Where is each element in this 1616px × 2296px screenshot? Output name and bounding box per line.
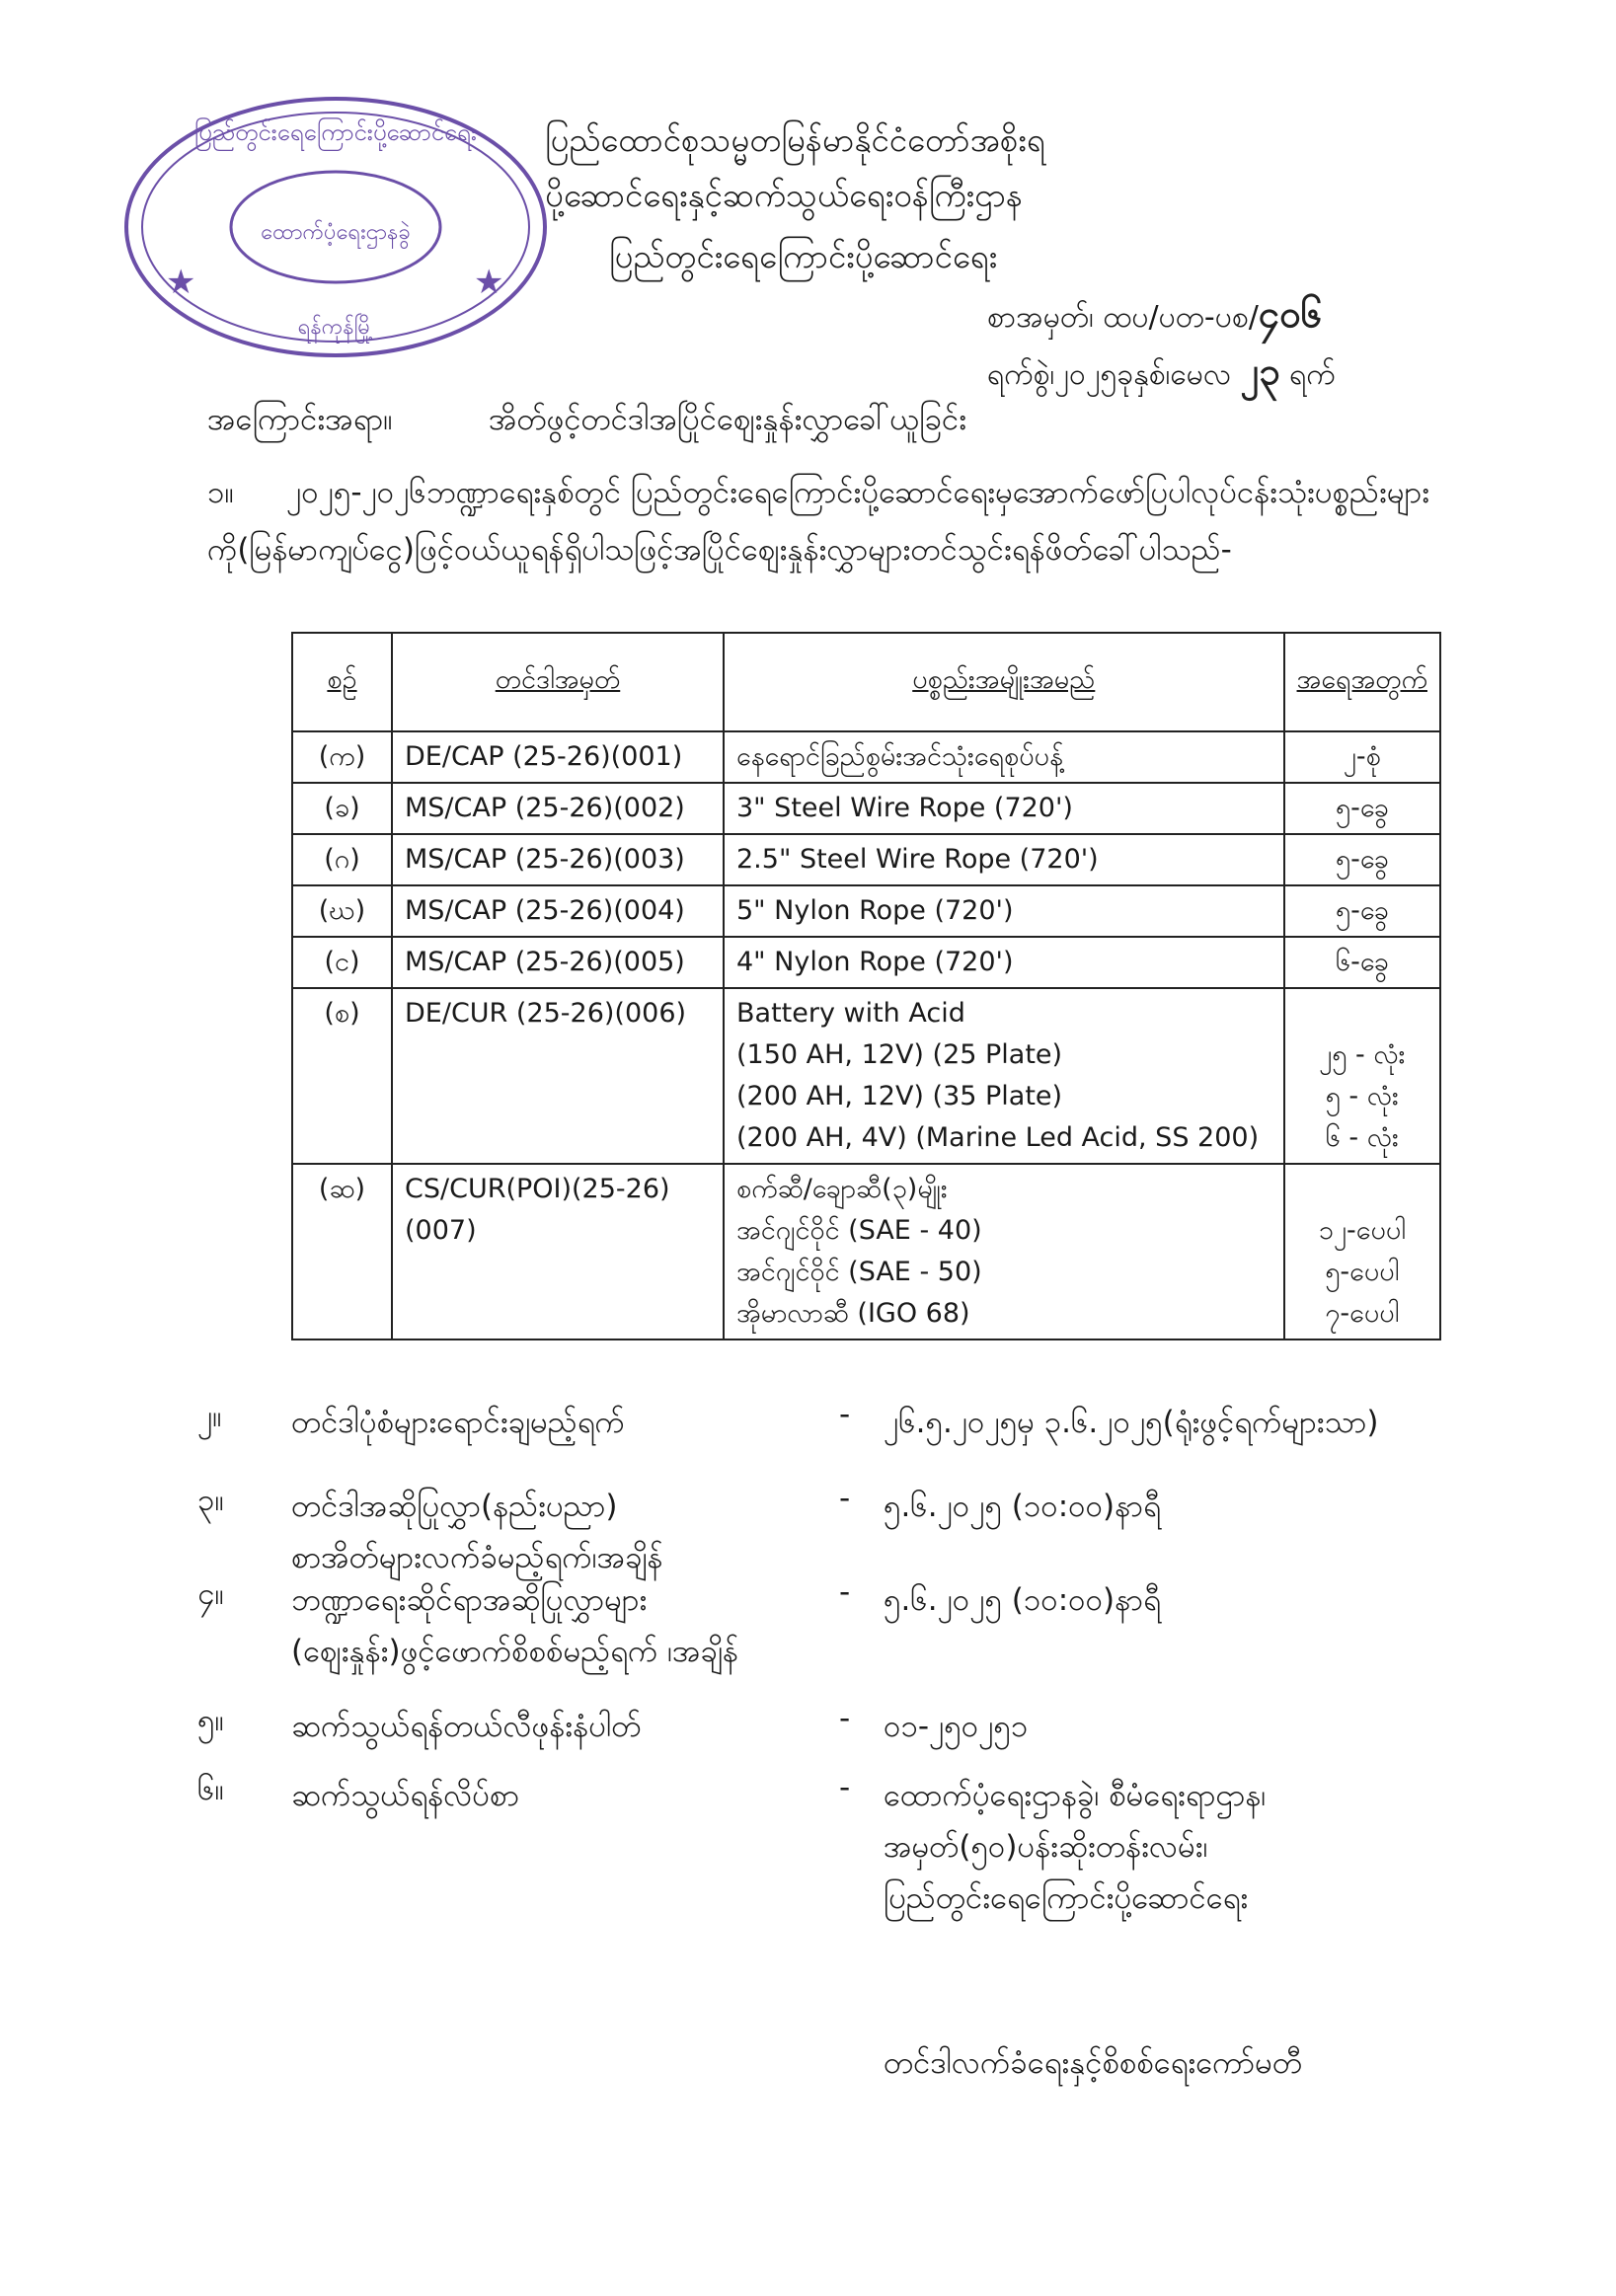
table-row [292, 1164, 1440, 1339]
item-line: စက်ဆီ/ချောဆီ(၃)မျိုး [736, 1174, 948, 1204]
detail-number: ၆။ [197, 1772, 224, 1807]
item-line: အိုမာလာဆီ (IGO 68) [736, 1298, 970, 1329]
table-row [292, 885, 1440, 937]
quantity-line: ၁၂-ပေပါ [1318, 1215, 1406, 1246]
cell-item-name [724, 834, 1284, 885]
cell-serial: (စ) [292, 988, 392, 1164]
detail-dash: - [839, 1574, 851, 1610]
subject-label: အကြောင်းအရာ။ [207, 402, 393, 437]
subject-text: အိတ်ဖွင့်တင်ဒါအပြိုင်ဈေးနှုန်းလွှာခေါ်ယူခြင်း [489, 402, 967, 437]
quantity-line: ၅-ခွေ [1335, 895, 1389, 926]
committee-signature: တင်ဒါလက်ခံရေးနှင့်စိစစ်ရေးကော်မတီ [884, 2045, 1303, 2081]
item-line: နေရောင်ခြည်စွမ်းအင်သုံးရေစုပ်ပန့် [736, 741, 1064, 772]
cell-quantity [1284, 834, 1440, 885]
detail-label: တင်ဒါပုံစံများရောင်းချမည့်ရက် [291, 1405, 625, 1440]
date-handwritten-day: ၂၃ [1240, 348, 1280, 393]
table-row [292, 783, 1440, 834]
detail-value: ထောက်ပံ့ရေးဌာနခွဲ၊ စီမံရေးရာဌာန၊ အမှတ်(၅၀)ပန်းဆိုးတန်းလမ်း၊ ပြည်တွင်းရေကြောင်းပို့ဆောင်ရေး [884, 1778, 1267, 1916]
detail-dash: - [839, 1481, 851, 1516]
quantity-line: ၇-ပေပါ [1325, 1298, 1400, 1329]
detail-dash: - [839, 1770, 851, 1805]
cell-item-name [724, 988, 1284, 1164]
quantity-line: ၂-စုံ [1343, 741, 1381, 772]
quantity-line [1297, 993, 1427, 1034]
quantity-line: ၆-ခွေ [1335, 947, 1389, 977]
cell-serial: (ဆ) [292, 1164, 392, 1339]
cell-tender-no: MS/CAP (25-26)(003) [392, 834, 724, 885]
cell-tender-no: DE/CAP (25-26)(001) [392, 731, 724, 783]
cell-quantity [1284, 988, 1440, 1164]
unit-title: ပြည်တွင်းရေကြောင်းပို့ဆောင်ရေး [609, 237, 998, 275]
cell-quantity [1284, 783, 1440, 834]
cell-tender-no: DE/CUR (25-26)(006) [392, 988, 724, 1164]
cell-item-name [724, 783, 1284, 834]
detail-label: တင်ဒါအဆိုပြုလွှာ(နည်းပညာ) စာအိတ်များလက်ခံမည့်ရက်၊အချိန် [291, 1489, 663, 1575]
cell-serial: (ဂ) [292, 834, 392, 885]
official-stamp [118, 91, 553, 363]
svg-text:ထောက်ပံ့ရေးဌာနခွဲ: ထောက်ပံ့ရေးဌာနခွဲ [261, 220, 411, 245]
reference-label: စာအမှတ်၊ ထပ/ပတ-ပစ/ [987, 300, 1259, 335]
svg-text:★: ★ [474, 263, 504, 302]
cell-item-name [724, 1164, 1284, 1339]
item-line: အင်ဂျင်ဝိုင် (SAE - 50) [736, 1257, 982, 1287]
svg-text:ရန်ကုန်မြို့: ရန်ကုန်မြို့ [297, 315, 374, 340]
cell-quantity [1284, 1164, 1440, 1339]
ministry-title: ပြည်ထောင်စုသမ္မတမြန်မာနိုင်ငံတော်အစိုးရ [545, 120, 1045, 159]
tender-table [291, 632, 1441, 1340]
cell-item-name [724, 731, 1284, 783]
quantity-line: ၅ - လုံး [1325, 1081, 1399, 1111]
document-date [987, 347, 1336, 403]
quantity-line: ၂၅ - လုံး [1319, 1039, 1406, 1070]
table-header-row [292, 633, 1440, 731]
item-line: (150 AH, 12V) (25 Plate) [736, 1039, 1063, 1070]
detail-dash: - [839, 1701, 851, 1736]
detail-number: ၄။ [197, 1576, 224, 1612]
detail-label: ဘဏ္ဍာရေးဆိုင်ရာအဆိုပြုလွှာများ (ဈေးနှုန်း)ဖွင့်ဖောက်စိစစ်မည့်ရက် ၊အချိန် [291, 1582, 738, 1669]
table-row [292, 834, 1440, 885]
item-line: အင်ဂျင်ဝိုင် (SAE - 40) [736, 1215, 982, 1246]
cell-serial: (ဃ) [292, 885, 392, 937]
cell-serial: (က) [292, 731, 392, 783]
quantity-line: ၆ - လုံး [1325, 1122, 1399, 1153]
detail-dash: - [839, 1397, 851, 1432]
cell-tender-no: MS/CAP (25-26)(004) [392, 885, 724, 937]
table-row [292, 937, 1440, 988]
quantity-line: ၅-ပေပါ [1325, 1257, 1400, 1287]
cell-serial: (င) [292, 937, 392, 988]
cell-quantity [1284, 885, 1440, 937]
item-line: 2.5" Steel Wire Rope (720') [736, 844, 1099, 875]
detail-value: ၅.၆.၂၀၂၅ (၁၀:၀၀)နာရီ [884, 1489, 1161, 1524]
invitation-paragraph [207, 464, 1431, 578]
cell-tender-no: MS/CAP (25-26)(002) [392, 783, 724, 834]
paragraph-number: ၁။ [207, 475, 234, 510]
header-tender-no: တင်ဒါအမှတ် [392, 633, 724, 731]
item-line: 4" Nylon Rope (720') [736, 947, 1014, 977]
cell-item-name [724, 937, 1284, 988]
detail-value: ၂၆.၅.၂၀၂၅မှ ၃.၆.၂၀၂၅(ရုံးဖွင့်ရက်များသာ) [884, 1405, 1379, 1440]
table-row [292, 988, 1440, 1164]
item-line: (200 AH, 12V) (35 Plate) [736, 1081, 1063, 1111]
detail-number: ၂။ [197, 1399, 222, 1434]
reference-number [987, 290, 1322, 345]
cell-quantity [1284, 937, 1440, 988]
cell-item-name [724, 885, 1284, 937]
cell-tender-no: CS/CUR(POI)(25-26)(007) [392, 1164, 724, 1339]
header-item-name: ပစ္စည်းအမျိုးအမည် [724, 633, 1284, 731]
header-quantity: အရေအတွက် [1284, 633, 1440, 731]
cell-tender-no: MS/CAP (25-26)(005) [392, 937, 724, 988]
detail-label: ဆက်သွယ်ရန်တယ်လီဖုန်းနံပါတ် [291, 1709, 642, 1744]
cell-quantity [1284, 731, 1440, 783]
date-label: ရက်စွဲ၊၂၀၂၅ခုနှစ်၊မေလ [987, 357, 1231, 392]
date-suffix: ရက် [1289, 357, 1336, 392]
header-serial: စဉ် [292, 633, 392, 731]
quantity-line: ၅-ခွေ [1335, 793, 1389, 823]
svg-text:★: ★ [166, 263, 196, 302]
item-line: 5" Nylon Rope (720') [736, 895, 1014, 926]
cell-serial: (ခ) [292, 783, 392, 834]
item-line: Battery with Acid [736, 998, 965, 1029]
svg-text:ပြည်တွင်းရေကြောင်းပို့ဆောင်ရေး: ပြည်တွင်းရေကြောင်းပို့ဆောင်ရေး [194, 118, 477, 146]
item-line: (200 AH, 4V) (Marine Led Acid, SS 200) [736, 1122, 1260, 1153]
item-line: 3" Steel Wire Rope (720') [736, 793, 1073, 823]
table-row [292, 731, 1440, 783]
reference-handwritten-number: ၄၀၆ [1258, 291, 1322, 336]
quantity-line [1297, 1169, 1427, 1210]
detail-number: ၅။ [197, 1703, 224, 1738]
detail-value: ၅.၆.၂၀၂၅ (၁၀:၀၀)နာရီ [884, 1582, 1161, 1618]
department-title: ပို့ဆောင်ရေးနှင့်ဆက်သွယ်ရေးဝန်ကြီးဌာန [545, 176, 1023, 214]
stamp-seal-graphic [118, 91, 553, 363]
detail-label: ဆက်သွယ်ရန်လိပ်စာ [291, 1778, 520, 1813]
detail-value: ၀၁-၂၅၀၂၅၁ [884, 1709, 1029, 1744]
quantity-line: ၅-ခွေ [1335, 844, 1389, 875]
detail-number: ၃။ [197, 1483, 224, 1518]
paragraph-text: ၂၀၂၅-၂၀၂၆ဘဏ္ဍာရေးနှစ်တွင် ပြည်တွင်းရေကြောင်းပို့ဆောင်ရေးမှအောက်ဖော်ပြပါလုပ်ငန်းသုံးပစ္စည်းများကို(မြန်မာကျပ်ငွေ)ဖြင့်ဝယ်ယူရန်ရှိပါသဖြင့်အပြိုင်ဈေးနှုန်းလွှာများတင်သွင်းရန်ဖိတ်ခေါ်ပါသည်- [207, 475, 1430, 568]
